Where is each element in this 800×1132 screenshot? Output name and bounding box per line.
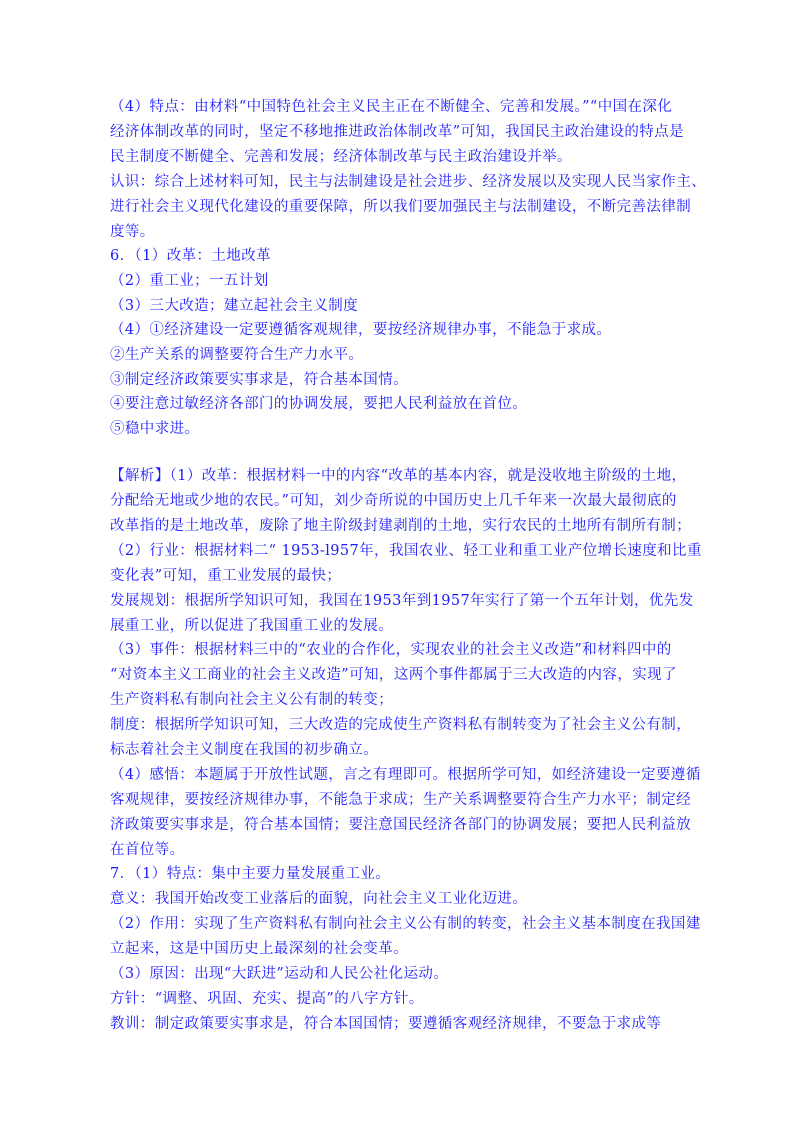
text-line: 改革指的是土地改革，废除了地主阶级封建剥削的土地，实行农民的土地所有制所有制； [110, 518, 692, 534]
text-line: 制度：根据所学知识可知，三大改造的完成使生产资料私有制转变为了社会主义公有制， [110, 717, 692, 733]
text-line: 6．（1）改革：土地改革 [110, 248, 271, 264]
text-line: 度等。 [110, 224, 155, 240]
text-line: （4）①经济建设一定要遵循客观规律，要按经济规律办事，不能急于求成。 [110, 322, 612, 338]
text-line: ④要注意过敏经济各部门的协调发展，要把人民利益放在首位。 [110, 396, 528, 412]
text-line: 客观规律，要按经济规律办事，不能急于求成；生产关系调整要符合生产力水平；制定经 [110, 792, 692, 808]
text-line: 方针：“调整、巩固、充实、提高”的八字方针。 [110, 991, 424, 1007]
text-line: 意义：我国开始改变工业落后的面貌，向社会主义工业化迈进。 [110, 891, 528, 907]
text-line: “对资本主义工商业的社会主义改造”可知，这两个事件都属于三大改造的内容，实现了 [110, 667, 677, 683]
text-line: （3）原因：出现“大跃进”运动和人民公社化运动。 [110, 966, 449, 982]
text-line: 济政策要实事求是，符合基本国情；要注意国民经济各部门的协调发展；要把人民利益放 [110, 817, 692, 833]
text-line: 7．（1）特点：集中主要力量发展重工业。 [110, 866, 391, 882]
text-line: （2）作用：实现了生产资料私有制向社会主义公有制的转变，社会主义基本制度在我国建 [110, 916, 701, 932]
text-line: （4）特点：由材料“中国特色社会主义民主正在不断健全、完善和发展。”“中国在深化 [110, 99, 673, 115]
text-line: 分配给无地或少地的农民。”可知，刘少奇所说的中国历史上几千年来一次最大最彻底的 [110, 493, 677, 509]
text-line: （3）事件：根据材料三中的“农业的合作化，实现农业的社会主义改造”和材料四中的 [110, 642, 672, 658]
text-line: 展重工业，所以促进了我国重工业的发展。 [110, 618, 394, 634]
text-line: ⑤稳中求进。 [110, 421, 200, 437]
text-line: ②生产关系的调整要符合生产力水平。 [110, 347, 364, 363]
text-line: 变化表”可知，重工业发展的最快； [110, 568, 342, 584]
text-line: 进行社会主义现代化建设的重要保障，所以我们要加强民主与法制建设，不断完善法律制 [110, 199, 692, 215]
text-line: 标志着社会主义制度在我国的初步确立。 [110, 742, 379, 758]
text-line: 发展规划：根据所学知识可知，我国在1953年到1957年实行了第一个五年计划，优先发 [110, 593, 694, 609]
text-line: 经济体制改革的同时，坚定不移地推进政治体制改革”可知，我国民主政治建设的特点是 [110, 124, 685, 140]
text-line: 立起来，这是中国历史上最深刻的社会变革。 [110, 941, 408, 957]
text-line: 民主制度不断健全、完善和发展；经济体制改革与民主政治建设并举。 [110, 149, 572, 165]
text-line: 生产资料私有制向社会主义公有制的转变； [110, 692, 394, 708]
text-line: （2）行业：根据材料二“ 1953-l957年，我国农业、轻工业和重工业产位增长速度和比重 [110, 543, 702, 559]
text-line: （4）感悟：本题属于开放性试题，言之有理即可。根据所学可知，如经济建设一定要遵循 [110, 767, 701, 783]
analysis-heading-line: 【解析】（1）改革：根据材料一中的内容“改革的基本内容，就是没收地主阶级的土地， [110, 468, 687, 484]
text-line: 教训：制定政策要实事求是，符合本国国情；要遵循客观经济规律，不要急于求成等 [110, 1016, 662, 1032]
text-line: （3）三大改造；建立起社会主义制度 [110, 298, 359, 314]
text-line: （2）重工业；一五计划 [110, 273, 269, 289]
text-line: ③制定经济政策要实事求是，符合基本国情。 [110, 372, 408, 388]
text-line: 在首位等。 [110, 842, 185, 858]
text-line: 认识：综合上述材料可知，民主与法制建设是社会进步、经济发展以及实现人民当家作主、 [110, 174, 706, 190]
